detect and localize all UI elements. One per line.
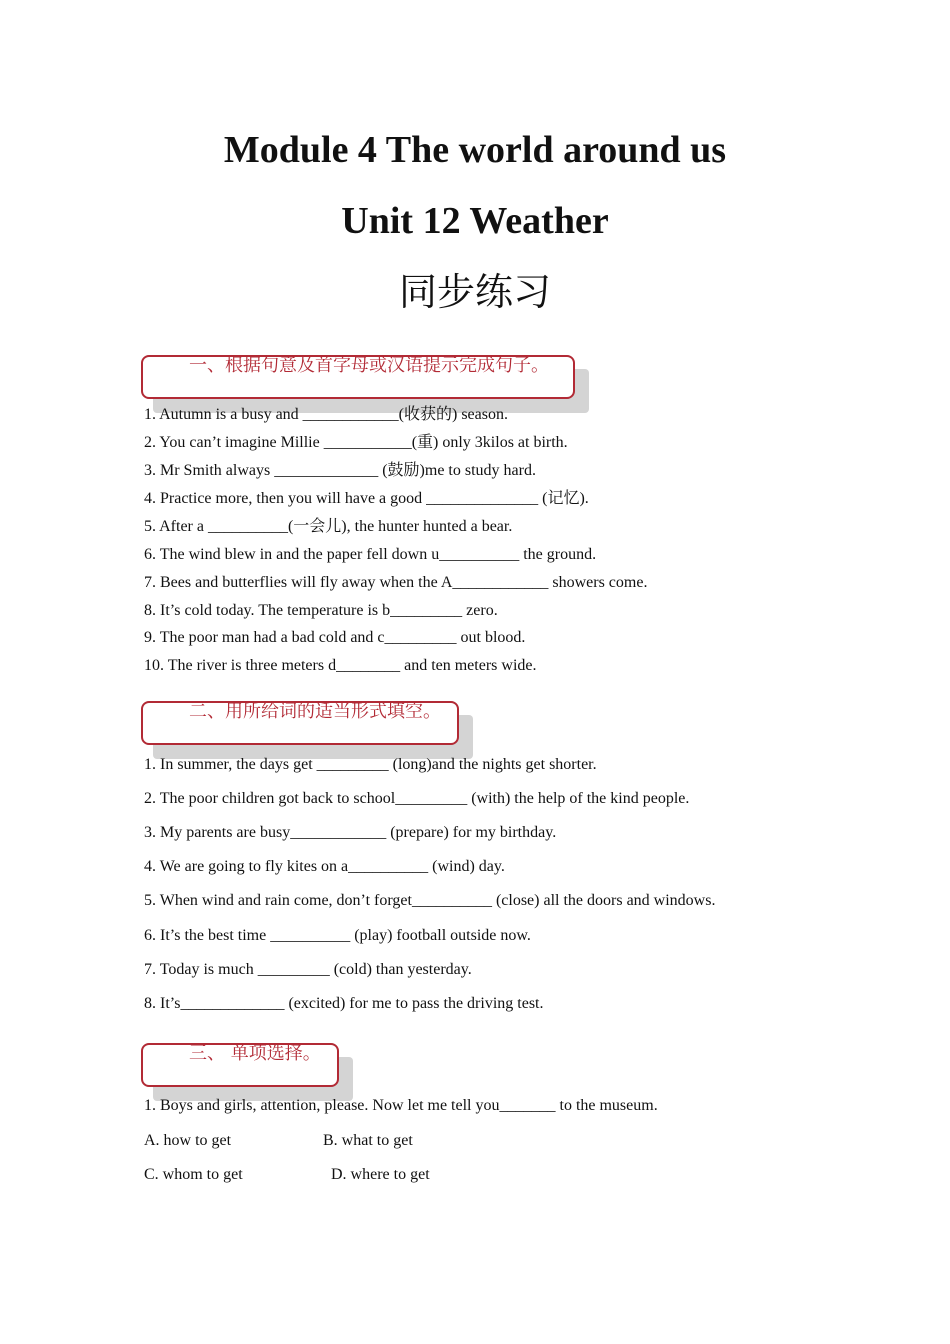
s1-question-3: 3. Mr Smith always _____________ (鼓励)me to study hard.: [144, 462, 536, 479]
s1-question-1: 1. Autumn is a busy and ____________(收获的) season.: [144, 406, 508, 423]
s3-option-d: D. where to get: [331, 1166, 430, 1183]
section-2-heading-text: 二、用所给词的适当形式填空。: [189, 701, 441, 722]
s2-question-7: 7. Today is much _________ (cold) than yesterday.: [144, 961, 472, 978]
section-1-heading: [141, 355, 575, 399]
section-2-heading: [141, 701, 459, 745]
s1-question-7: 7. Bees and butterflies will fly away when the A____________ showers come.: [144, 574, 648, 591]
s1-question-10: 10. The river is three meters d________ and ten meters wide.: [144, 657, 537, 674]
title-module: Module 4 The world around us: [223, 129, 727, 171]
s1-question-4: 4. Practice more, then you will have a good ______________ (记忆).: [144, 490, 589, 507]
s2-question-1: 1. In summer, the days get _________ (long)and the nights get shorter.: [144, 756, 597, 773]
s1-question-8: 8. It’s cold today. The temperature is b_________ zero.: [144, 602, 498, 619]
s2-question-8: 8. It’s_____________ (excited) for me to pass the driving test.: [144, 995, 544, 1012]
s2-question-4: 4. We are going to fly kites on a__________ (wind) day.: [144, 858, 505, 875]
s2-question-5: 5. When wind and rain come, don’t forget__________ (close) all the doors and windows.: [144, 892, 716, 909]
section-3-heading: [141, 1043, 339, 1087]
s2-question-6: 6. It’s the best time __________ (play) football outside now.: [144, 927, 531, 944]
s1-question-5: 5. After a __________(一会儿), the hunter hunted a bear.: [144, 518, 513, 535]
s2-question-3: 3. My parents are busy____________ (prepare) for my birthday.: [144, 824, 557, 841]
s3-question-1: 1. Boys and girls, attention, please. Now let me tell you_______ to the museum.: [144, 1097, 658, 1114]
s1-question-9: 9. The poor man had a bad cold and c_________ out blood.: [144, 629, 526, 646]
section-3-heading-text: 三、 单项选择。: [189, 1043, 321, 1064]
s2-question-2: 2. The poor children got back to school_________ (with) the help of the kind people.: [144, 790, 690, 807]
s3-option-b: B. what to get: [323, 1132, 413, 1149]
s1-question-6: 6. The wind blew in and the paper fell down u__________ the ground.: [144, 546, 597, 563]
s3-option-a: A. how to get: [144, 1132, 232, 1149]
section-1-heading-text: 一、根据句意及首字母或汉语提示完成句子。: [189, 355, 549, 376]
s3-option-c: C. whom to get: [144, 1166, 243, 1183]
title-subtitle: 同步练习: [398, 270, 551, 314]
title-unit: Unit 12 Weather: [341, 200, 609, 242]
s1-question-2: 2. You can’t imagine Millie ___________(重) only 3kilos at birth.: [144, 434, 568, 451]
